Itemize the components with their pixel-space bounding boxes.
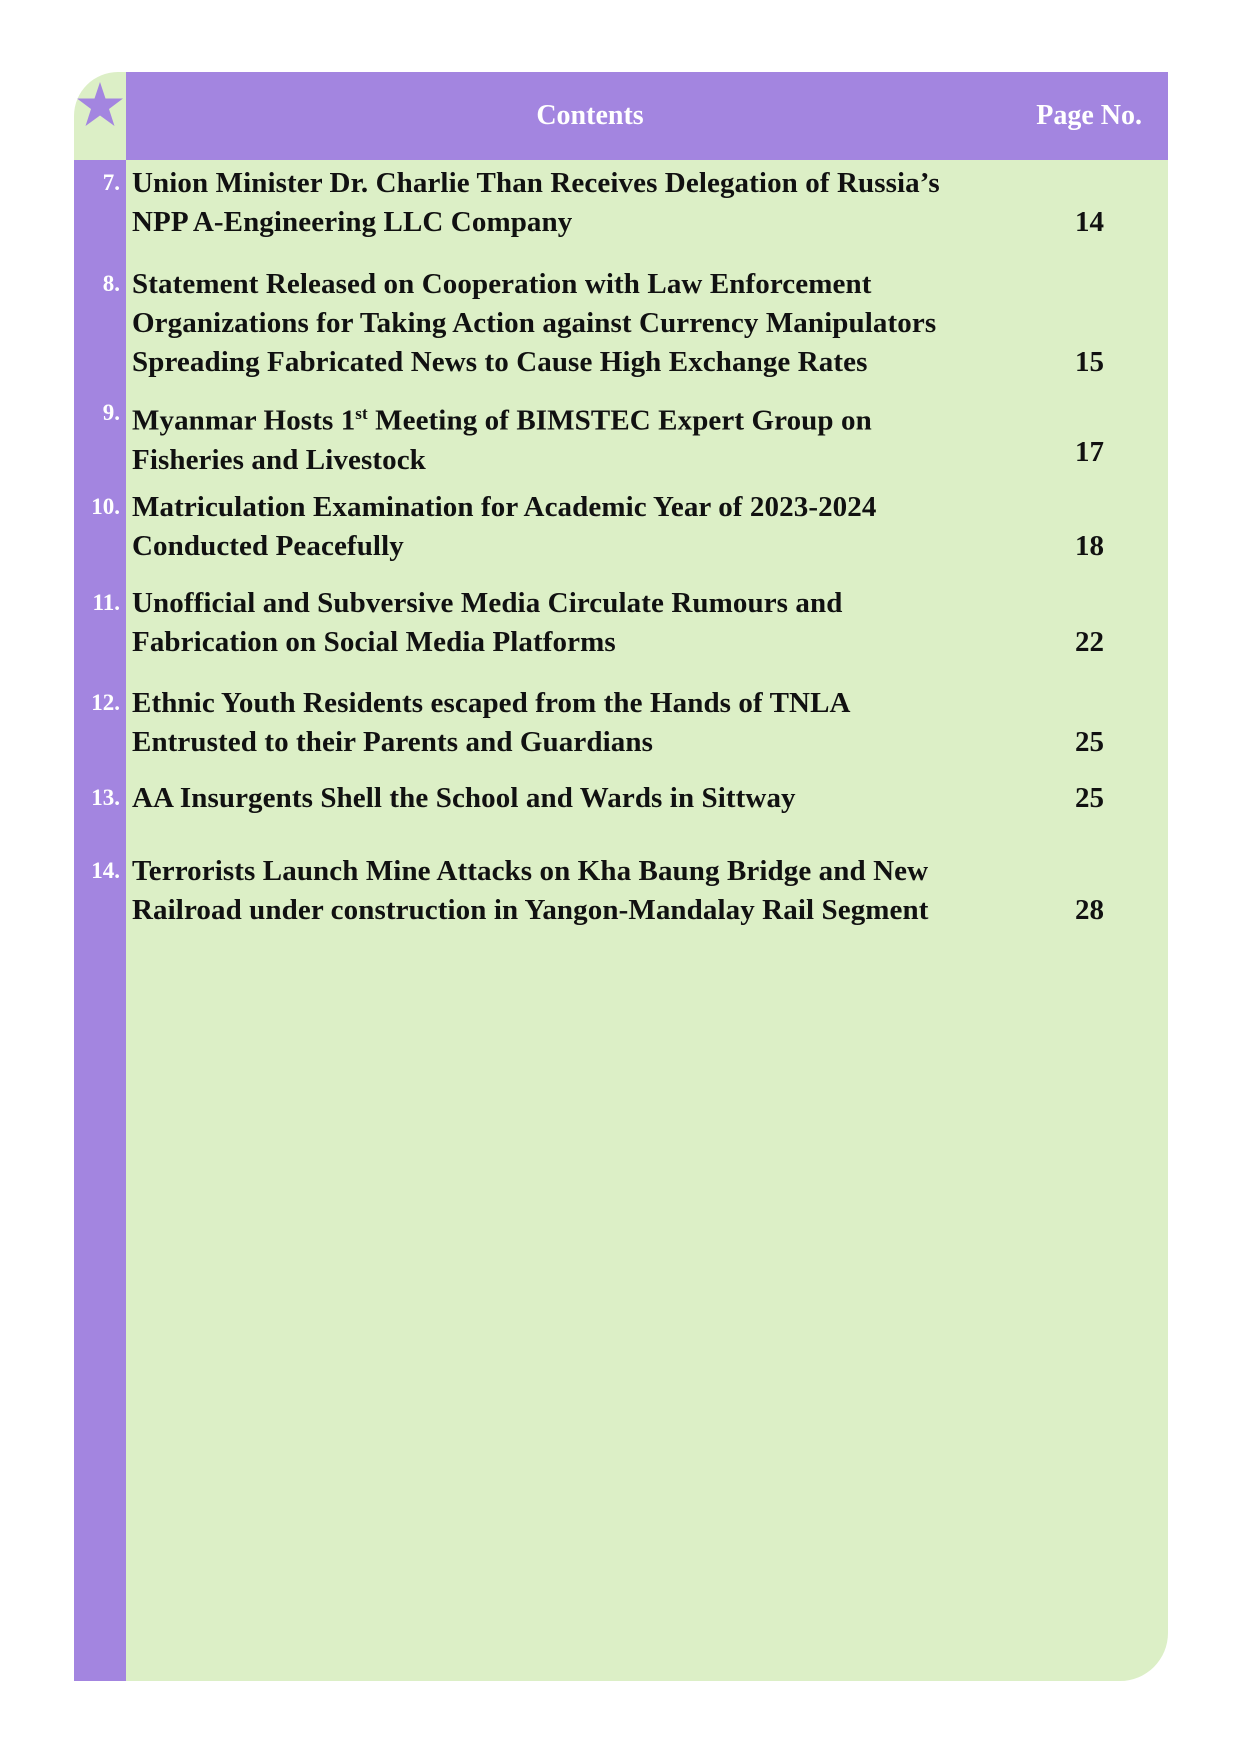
entry-page-number: 14 (1075, 206, 1104, 238)
entry-title-line: Statement Released on Cooperation with Law Enforcement (132, 268, 872, 300)
entry-number: 12. (91, 690, 120, 715)
entry-number: 13. (91, 785, 120, 810)
contents-title: Contents (536, 100, 644, 131)
entry-title-line: Ethnic Youth Residents escaped from the Hands of TNLA (132, 687, 851, 719)
entry-title (132, 394, 992, 480)
entry-title-line: Spreading Fabricated News to Cause High Exchange Rates (132, 346, 868, 378)
entry-title (132, 488, 992, 566)
entry-title-part: Myanmar Hosts 1 (132, 404, 356, 437)
entry-title (132, 852, 992, 930)
entry-title-line: Entrusted to their Parents and Guardians (132, 726, 653, 758)
entry-title-line: Terrorists Launch Mine Attacks on Kha Baung Bridge and New (132, 855, 929, 887)
star-corner (74, 72, 126, 160)
entry-title-line: Railroad under construction in Yangon-Mandalay Rail Segment (132, 894, 929, 926)
entry-title (132, 684, 992, 762)
entry-title-line: Unofficial and Subversive Media Circulate Rumours and (132, 587, 843, 619)
entry-title-line: AA Insurgents Shell the School and Wards in Sittway (132, 782, 796, 814)
contents-header (126, 72, 1168, 160)
entry-title-line: Fabrication on Social Media Platforms (132, 626, 616, 658)
entry-page-number: 18 (1075, 530, 1104, 562)
entry-title-line: NPP A-Engineering LLC Company (132, 206, 573, 238)
entry-page-number: 15 (1075, 346, 1104, 378)
side-strip (74, 160, 126, 1681)
entry-number: 9. (102, 400, 120, 425)
entry-title (132, 584, 992, 662)
entry-number: 8. (102, 271, 120, 296)
entry-page-number: 28 (1075, 894, 1104, 926)
entry-title-line (132, 394, 992, 441)
ordinal-suffix: st (355, 404, 368, 423)
entry-title-part: Meeting of BIMSTEC Expert Group on (367, 404, 872, 437)
entry-number: 7. (102, 170, 120, 195)
contents-panel (74, 72, 1168, 1681)
entry-number: 11. (92, 590, 120, 615)
entry-page-number: 17 (1075, 436, 1104, 468)
star-icon (74, 72, 126, 160)
entry-title-line: Conducted Peacefully (132, 530, 404, 562)
entry-title-line: Organizations for Taking Action against Currency Manipulators (132, 307, 937, 339)
entry-title (132, 265, 992, 382)
entry-title (132, 164, 992, 242)
entry-title-line: Matriculation Examination for Academic Year of 2023-2024 (132, 491, 877, 523)
entry-page-number: 25 (1075, 782, 1104, 814)
entry-number: 10. (91, 494, 120, 519)
entry-number: 14. (91, 858, 120, 883)
entry-page-number: 22 (1075, 626, 1104, 658)
entry-title-line: Fisheries and Livestock (132, 443, 426, 476)
entry-title (132, 779, 992, 818)
page-no-label: Page No. (1036, 100, 1142, 131)
entry-title-line: Union Minister Dr. Charlie Than Receives Delegation of Russia’s (132, 167, 940, 199)
entry-page-number: 25 (1075, 726, 1104, 758)
